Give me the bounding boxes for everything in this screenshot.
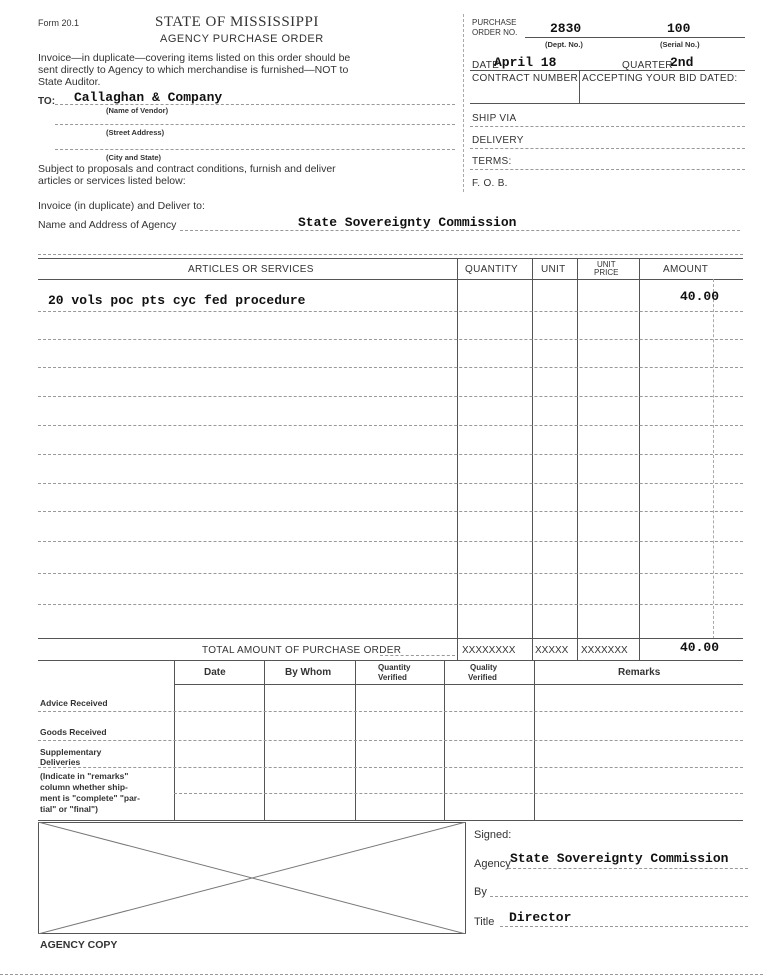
- deliver-agency-name: State Sovereignty Commission: [298, 215, 517, 230]
- remarks-note-4: tial" or "final"): [40, 804, 98, 814]
- instructions-line-3: State Auditor.: [38, 76, 101, 88]
- quarter-label: QUARTER: [622, 60, 673, 71]
- signed-label: Signed:: [474, 829, 512, 841]
- quality-verified-header-1: Quality: [470, 663, 498, 672]
- vendor-name: Callaghan & Company: [74, 90, 223, 105]
- contract-number-label: CONTRACT NUMBER: [472, 73, 578, 84]
- form-title: AGENCY PURCHASE ORDER: [160, 33, 324, 45]
- header-divider: [463, 14, 464, 192]
- goods-received-label: Goods Received: [40, 727, 107, 737]
- date-label: DATE: [472, 60, 500, 71]
- dept-number: 2830: [550, 21, 582, 36]
- table-top-border: [38, 258, 743, 259]
- remarks-note-3: ment is "complete" "par-: [40, 793, 140, 803]
- remarks-note-1: (Indicate in "remarks": [40, 771, 129, 781]
- articles-header: ARTICLES OR SERVICES: [188, 264, 314, 275]
- quarter-value: 2nd: [670, 55, 694, 70]
- serial-label: (Serial No.): [660, 40, 700, 49]
- street-address-label: (Street Address): [106, 128, 165, 137]
- item-amount: 40.00: [680, 289, 720, 304]
- agency-address-label: Name and Address of Agency: [38, 219, 177, 231]
- subject-line-2: articles or services listed below:: [38, 175, 186, 187]
- item-description: 20 vols poc pts cyc fed procedure: [48, 293, 306, 308]
- quantity-header: QUANTITY: [465, 264, 518, 275]
- receipt-by-whom-header: By Whom: [285, 667, 332, 678]
- order-date: April 18: [494, 55, 557, 70]
- crossed-out-box: [38, 822, 466, 934]
- remarks-header: Remarks: [618, 667, 661, 678]
- amount-header: AMOUNT: [663, 264, 709, 275]
- vendor-name-label: (Name of Vendor): [106, 106, 169, 115]
- to-label: TO:: [38, 96, 56, 107]
- supplementary-label-2: Deliveries: [40, 757, 81, 767]
- form-number: Form 20.1: [38, 18, 80, 28]
- invoice-deliver-label: Invoice (in duplicate) and Deliver to:: [38, 200, 205, 212]
- supplementary-label-1: Supplementary: [40, 747, 102, 757]
- total-x-unit: XXXXX: [535, 645, 569, 656]
- advice-received-label: Advice Received: [40, 698, 108, 708]
- po-label-1: PURCHASE: [472, 18, 517, 27]
- state-title: STATE OF MISSISSIPPI: [155, 14, 319, 30]
- total-label: TOTAL AMOUNT OF PURCHASE ORDER: [202, 645, 402, 656]
- instructions-line-2: sent directly to Agency to which merchandise is furnished—NOT to: [38, 64, 349, 76]
- instructions-line-1: Invoice—in duplicate—covering items listed on this order should be: [38, 52, 351, 64]
- unit-price-header-2: PRICE: [594, 268, 619, 277]
- unit-price-header-1: UNIT: [597, 260, 616, 269]
- total-x-quantity: XXXXXXXX: [462, 645, 516, 656]
- qty-verified-header-1: Quantity: [378, 663, 411, 672]
- city-state-label: (City and State): [106, 153, 162, 162]
- total-amount: 40.00: [680, 640, 720, 655]
- quality-verified-header-2: Verified: [468, 673, 497, 682]
- dept-label: (Dept. No.): [545, 40, 583, 49]
- qty-verified-header-2: Verified: [378, 673, 407, 682]
- remarks-note-2: column whether ship-: [40, 782, 128, 792]
- subject-line-1: Subject to proposals and contract conditions, furnish and deliver: [38, 163, 336, 175]
- total-x-price: XXXXXXX: [581, 645, 628, 656]
- ship-via-label: SHIP VIA: [472, 113, 517, 124]
- signature-agency-name: State Sovereignty Commission: [510, 851, 729, 866]
- terms-label: TERMS:: [472, 156, 512, 167]
- signer-title: Director: [509, 910, 572, 925]
- receipt-date-header: Date: [204, 667, 226, 678]
- po-label-2: ORDER NO.: [472, 28, 518, 37]
- by-label: By: [474, 886, 487, 898]
- title-label: Title: [474, 916, 495, 928]
- accepting-bid-label: ACCEPTING YOUR BID DATED:: [582, 73, 738, 84]
- agency-copy-label: AGENCY COPY: [40, 939, 118, 951]
- delivery-label: DELIVERY: [472, 135, 524, 146]
- unit-header: UNIT: [541, 264, 566, 275]
- serial-number: 100: [667, 21, 691, 36]
- signature-agency-label: Agency: [474, 858, 511, 870]
- fob-label: F. O. B.: [472, 178, 508, 189]
